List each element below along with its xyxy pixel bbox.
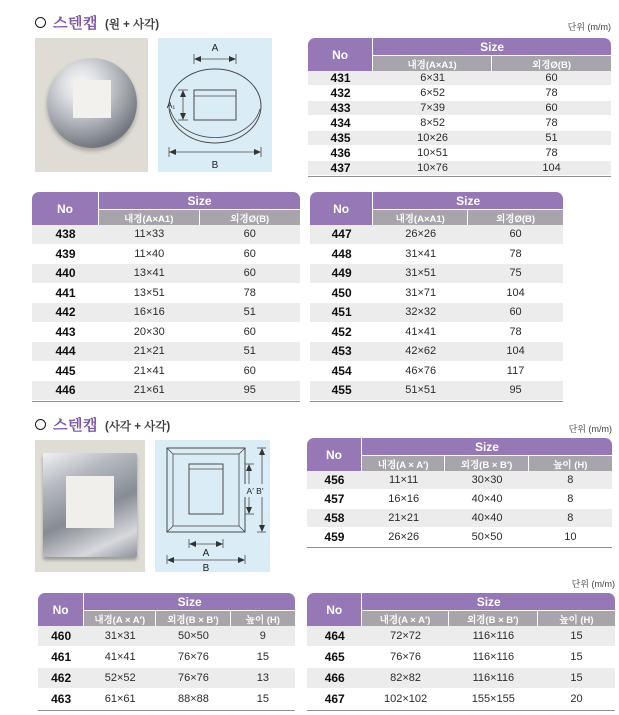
section-variant: (사각 + 사각) [104,420,171,433]
col-header-no: No [307,593,362,626]
dimension-diagram-square [155,440,270,572]
cell-size-value: 8 [529,509,612,528]
table-row [307,668,615,689]
cell-size-value: 10×51 [373,146,492,161]
cell-product-no: 464 [307,626,362,647]
table-row [310,264,563,284]
cell-size-value: 21×41 [99,362,200,382]
table-row [307,528,612,547]
cell-product-no: 440 [32,264,99,284]
cell-size-value: 31×51 [373,264,468,284]
cell-product-no: 453 [310,342,373,362]
table-row [308,116,611,131]
cell-size-value: 21×61 [99,381,200,401]
table-row [38,689,295,710]
cell-size-value: 16×16 [362,490,446,509]
spec-table-447-455 [310,192,563,402]
cell-product-no: 434 [308,116,373,131]
cell-size-value: 50×50 [156,626,231,647]
cell-size-value: 21×21 [99,342,200,362]
table-row [310,245,563,265]
col-header-no: No [308,38,373,71]
cell-size-value: 60 [200,245,301,265]
table-row [32,284,300,304]
table-row [310,303,563,323]
cell-size-value: 95 [468,381,563,401]
cell-size-value: 41×41 [373,323,468,343]
cell-size-value: 20 [538,689,615,710]
cell-product-no: 459 [307,528,362,547]
table-row [310,342,563,362]
table-row [32,381,300,401]
col-header-inner-dim: 내경(A × A′) [362,455,446,471]
product-photo-round-cap [35,38,148,172]
cell-size-value: 41×41 [84,647,156,668]
unit-label: 단위 (m/m) [571,579,615,589]
round-cap-diagram [158,38,272,172]
cell-product-no: 449 [310,264,373,284]
col-header-height: 높이 (H) [231,610,295,626]
cell-size-value: 10×26 [373,131,492,146]
table-row [32,245,300,265]
cell-size-value: 60 [200,323,301,343]
cell-product-no: 456 [307,471,362,490]
table-row [38,668,295,689]
cell-size-value: 52×52 [84,668,156,689]
cell-product-no: 437 [308,161,373,176]
cell-size-value: 31×31 [84,626,156,647]
cell-size-value: 10 [529,528,612,547]
cell-size-value: 20×30 [99,323,200,343]
cell-product-no: 457 [307,490,362,509]
cell-size-value: 46×76 [373,362,468,382]
cell-size-value: 60 [468,225,563,245]
cell-size-value: 60 [200,225,301,245]
dimension-diagram-round [158,38,272,172]
spec-table-431-437 [308,38,611,177]
cell-product-no: 452 [310,323,373,343]
dim-label-a: A [202,548,210,559]
col-header-outer-dia: 외경Ø(B) [492,55,611,71]
table-row [32,225,300,245]
table-row [32,264,300,284]
cell-product-no: 441 [32,284,99,304]
cell-size-value: 88×88 [156,689,231,710]
cell-size-value: 42×62 [373,342,468,362]
col-header-height: 높이 (H) [538,610,615,626]
cell-size-value: 78 [468,245,563,265]
cell-size-value: 76×76 [362,647,448,668]
circle-bullet-icon [35,17,46,28]
cell-size-value: 61×61 [84,689,156,710]
cell-product-no: 467 [307,689,362,710]
col-header-inner-dim: 내경(A × A′) [84,610,156,626]
cell-product-no: 432 [308,86,373,101]
cell-size-value: 104 [468,342,563,362]
cell-product-no: 451 [310,303,373,323]
dim-label-b: B [211,160,219,171]
table-row [32,323,300,343]
table-row [307,509,612,528]
cell-size-value: 11×11 [362,471,446,490]
cell-size-value: 8 [529,471,612,490]
cell-size-value: 60 [492,101,611,116]
cell-size-value: 60 [468,303,563,323]
cell-size-value: 40×40 [445,490,528,509]
table-row [307,689,615,710]
cell-size-value: 31×41 [373,245,468,265]
table-row [310,381,563,401]
cell-size-value: 76×76 [156,647,231,668]
cell-size-value: 116×116 [449,626,538,647]
cell-size-value: 26×26 [362,528,446,547]
cell-product-no: 461 [38,647,84,668]
cell-size-value: 102×102 [362,689,448,710]
cell-size-value: 9 [231,626,295,647]
cell-size-value: 13×51 [99,284,200,304]
cell-product-no: 446 [32,381,99,401]
table-row [307,490,612,509]
cell-product-no: 438 [32,225,99,245]
cell-size-value: 51×51 [373,381,468,401]
col-header-size: Size [373,38,611,55]
square-hole [66,476,114,528]
spec-table-438-446 [32,192,300,402]
cell-product-no: 462 [38,668,84,689]
col-header-size: Size [99,192,300,209]
cell-size-value: 51 [492,131,611,146]
cell-size-value: 116×116 [449,668,538,689]
col-header-size: Size [362,593,615,610]
section-title-square-square [35,414,170,435]
cell-size-value: 10×76 [373,161,492,176]
table-row [308,146,611,161]
col-header-outer-dim: 외경(B × B′) [445,455,528,471]
cell-size-value: 60 [492,71,611,86]
cell-product-no: 435 [308,131,373,146]
col-header-outer-dim: 외경(B × B′) [156,610,231,626]
col-header-height: 높이 (H) [529,455,612,471]
cell-size-value: 11×40 [99,245,200,265]
dim-label-a-b-prime: A′ B′ [246,486,264,496]
cell-size-value: 78 [468,323,563,343]
table-row [310,362,563,382]
cell-product-no: 443 [32,323,99,343]
cell-size-value: 75 [468,264,563,284]
cell-product-no: 465 [307,647,362,668]
cell-product-no: 433 [308,101,373,116]
cell-size-value: 78 [492,116,611,131]
cell-size-value: 15 [231,689,295,710]
cell-size-value: 72×72 [362,626,448,647]
cell-product-no: 460 [38,626,84,647]
col-header-size: Size [84,593,295,610]
table-row [310,323,563,343]
table-row [308,86,611,101]
cell-size-value: 8×52 [373,116,492,131]
cell-size-value: 60 [200,362,301,382]
cell-size-value: 104 [492,161,611,176]
cell-size-value: 13 [231,668,295,689]
cell-size-value: 82×82 [362,668,448,689]
cell-size-value: 7×39 [373,101,492,116]
dim-label-b: B [202,563,210,572]
section-name: 스텐캡 [53,15,98,32]
cell-size-value: 95 [200,381,301,401]
square-cap-image [43,453,137,557]
product-photo-square-cap [35,440,145,572]
col-header-inner-dim: 내경(A × A′) [362,610,448,626]
cell-size-value: 26×26 [373,225,468,245]
table-row [310,225,563,245]
cell-size-value: 78 [492,86,611,101]
section-variant: (원 + 사각) [104,18,160,31]
cell-size-value: 51 [200,342,301,362]
cell-size-value: 78 [200,284,301,304]
cell-size-value: 15 [231,647,295,668]
section-name: 스텐캡 [53,417,98,434]
cell-size-value: 31×71 [373,284,468,304]
col-header-inner-dia: 내경(A×A1) [373,55,492,71]
col-header-size: Size [373,192,563,209]
cell-product-no: 447 [310,225,373,245]
square-cap-diagram [155,440,270,572]
cell-product-no: 455 [310,381,373,401]
spec-table-464-467 [307,593,615,711]
round-cap-image [47,58,137,148]
cell-product-no: 450 [310,284,373,304]
cell-product-no: 466 [307,668,362,689]
col-header-outer-dia: 외경Ø(B) [468,209,563,225]
table-row [308,71,611,86]
table-row [310,284,563,304]
col-header-size: Size [362,438,612,455]
cell-size-value: 60 [200,264,301,284]
col-header-inner-dia: 내경(A×A1) [99,209,200,225]
cell-size-value: 40×40 [445,509,528,528]
cell-product-no: 454 [310,362,373,382]
cell-size-value: 21×21 [362,509,446,528]
unit-label: 단위 (m/m) [567,22,611,32]
circle-bullet-icon [35,419,46,430]
cell-size-value: 15 [538,647,615,668]
cell-size-value: 50×50 [445,528,528,547]
spec-table-456-459 [307,438,612,548]
cell-size-value: 116×116 [449,647,538,668]
table-row [307,626,615,647]
cell-size-value: 30×30 [445,471,528,490]
dim-label-a: A [211,43,219,54]
cell-size-value: 76×76 [156,668,231,689]
col-header-outer-dim: 외경(B × B′) [449,610,538,626]
cell-size-value: 15 [538,668,615,689]
cell-size-value: 11×33 [99,225,200,245]
cell-product-no: 439 [32,245,99,265]
cell-size-value: 16×16 [99,303,200,323]
table-row [307,647,615,668]
cell-product-no: 436 [308,146,373,161]
cell-product-no: 458 [307,509,362,528]
spec-table-460-463 [38,593,295,711]
cell-size-value: 104 [468,284,563,304]
col-header-no: No [307,438,362,471]
table-row [308,131,611,146]
section-title-round-square [35,12,159,33]
col-header-outer-dia: 외경Ø(B) [200,209,301,225]
cell-size-value: 6×52 [373,86,492,101]
cell-product-no: 442 [32,303,99,323]
cell-size-value: 6×31 [373,71,492,86]
cell-product-no: 444 [32,342,99,362]
unit-label: 단위 (m/m) [568,424,612,434]
square-hole [73,80,111,118]
cell-size-value: 78 [492,146,611,161]
cell-size-value: 32×32 [373,303,468,323]
table-row [307,471,612,490]
cell-size-value: 15 [538,626,615,647]
col-header-inner-dia: 내경(A×A1) [373,209,468,225]
table-row [32,303,300,323]
table-row [32,362,300,382]
cell-size-value: 117 [468,362,563,382]
col-header-no: No [310,192,373,225]
table-row [38,647,295,668]
table-row [308,101,611,116]
cell-product-no: 463 [38,689,84,710]
cell-product-no: 448 [310,245,373,265]
table-row [32,342,300,362]
cell-product-no: 445 [32,362,99,382]
table-row [308,161,611,176]
cell-size-value: 155×155 [449,689,538,710]
dim-label-a1: A₁ [166,100,176,110]
cell-size-value: 51 [200,303,301,323]
col-header-no: No [32,192,99,225]
cell-product-no: 431 [308,71,373,86]
cell-size-value: 13×41 [99,264,200,284]
table-row [38,626,295,647]
cell-size-value: 8 [529,490,612,509]
col-header-no: No [38,593,84,626]
